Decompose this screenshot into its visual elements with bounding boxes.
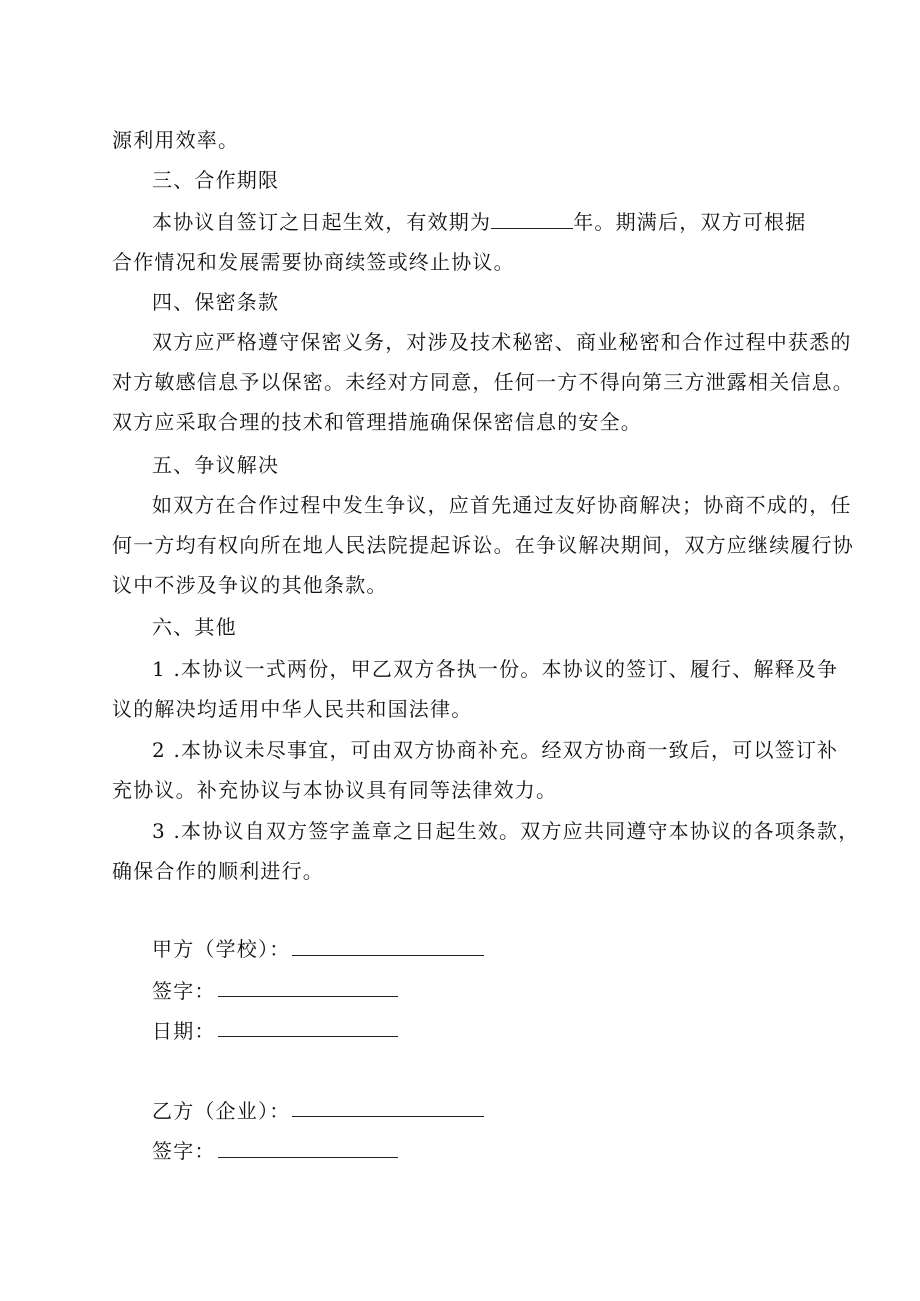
section-3-line-1 — [152, 208, 806, 236]
section-6-item-1-line-2: 议的解决均适用中华人民共和国法律。 — [112, 697, 473, 721]
section-6-item-3-line-1: 3 .本协议自双方签字盖章之日起生效。双方应共同遵守本协议的各项条款， — [152, 819, 860, 843]
section-3-heading: 三、合作期限 — [152, 168, 280, 192]
party-a-sign-label: 签字： — [152, 979, 216, 1003]
section-6-item-3-line-2: 确保合作的顺利进行。 — [112, 859, 324, 883]
section-5-line-3: 议中不涉及争议的其他条款。 — [112, 573, 388, 597]
party-b-name-field[interactable] — [292, 1116, 484, 1117]
section-6-item-1-line-1: 1 .本协议一式两份，甲乙双方各执一份。本协议的签订、履行、解释及争 — [152, 657, 839, 681]
party-b-signature-field[interactable] — [218, 1157, 398, 1158]
section-3-line-2: 合作情况和发展需要协商续签或终止协议。 — [112, 250, 515, 274]
paragraph-tail: 源利用效率。 — [112, 128, 240, 152]
section-3-text-b: 年。期满后，双方可根据 — [573, 210, 807, 234]
section-4-line-2: 对方敏感信息予以保密。未经对方同意，任何一方不得向第三方泄露相关信息。 — [112, 370, 854, 394]
section-5-line-1: 如双方在合作过程中发生争议，应首先通过友好协商解决；协商不成的，任 — [152, 493, 852, 517]
section-4-heading: 四、保密条款 — [152, 290, 280, 314]
party-b-sign-label: 签字： — [152, 1139, 216, 1163]
party-a-label: 甲方（学校）： — [152, 937, 291, 961]
term-years-blank — [491, 210, 573, 229]
party-a-date-label: 日期： — [152, 1019, 216, 1043]
section-4-line-3: 双方应采取合理的技术和管理措施确保保密信息的安全。 — [112, 410, 642, 434]
section-6-item-2-line-1: 2 .本协议未尽事宜，可由双方协商补充。经双方协商一致后，可以签订补 — [152, 738, 839, 762]
section-3-text-a: 本协议自签订之日起生效，有效期为 — [152, 210, 492, 234]
section-6-item-2-line-2: 充协议。补充协议与本协议具有同等法律效力。 — [112, 778, 558, 802]
party-a-name-field[interactable] — [292, 955, 484, 956]
section-5-heading: 五、争议解决 — [152, 453, 280, 477]
party-a-date-field[interactable] — [218, 1036, 398, 1037]
section-5-line-2: 何一方均有权向所在地人民法院提起诉讼。在争议解决期间，双方应继续履行协 — [112, 533, 854, 557]
section-4-line-1: 双方应严格遵守保密义务，对涉及技术秘密、商业秘密和合作过程中获悉的 — [152, 330, 852, 354]
party-b-label: 乙方（企业）： — [152, 1099, 291, 1123]
party-a-signature-field[interactable] — [218, 996, 398, 997]
section-6-heading: 六、其他 — [152, 615, 237, 639]
